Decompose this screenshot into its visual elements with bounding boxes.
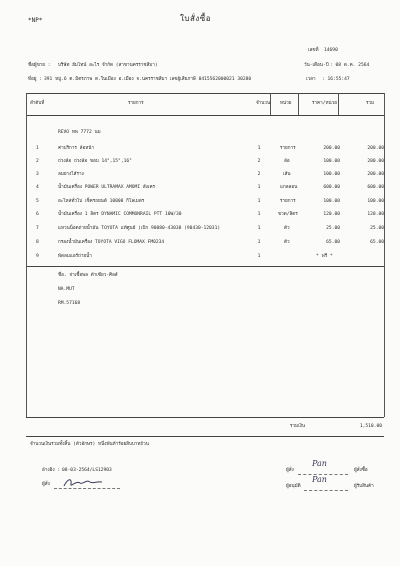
table-items-rule (26, 266, 384, 267)
row-desc: ค่าบริการ ล้อหน้า (58, 146, 94, 151)
row-qty: 1 (257, 226, 261, 231)
row-unit: ขวด/ลิตร (278, 212, 298, 217)
table-top-rule (26, 93, 384, 94)
doc-no: 14690 (324, 48, 338, 53)
approver-label-left: ผู้สั่ง (286, 468, 294, 473)
supplier-name: บริษัท ยัมไทน์ อะไร จำกัด (สาขานครราชสีมา) (58, 63, 158, 68)
row-total: 120.00 (367, 212, 384, 217)
row-unit: ล้อ (284, 159, 290, 164)
amount-in-words: จำนวนเงินรวมทั้งสิ้น (ตัวอักษร) หนึ่งพันห้าร้อยสิบบาทถ้วน (30, 442, 149, 447)
row-price: 100.00 (323, 172, 340, 177)
row-qty: 1 (257, 212, 261, 217)
date-value: : 08 ต.ค. 2564 (330, 63, 370, 68)
row-price: 25.00 (326, 226, 340, 231)
table-left-border (26, 93, 27, 417)
row-qty: 1 (257, 185, 261, 190)
row-no: 2 (36, 159, 39, 164)
row-desc: พัดลมแอร์ถ่ายน้ำ (58, 254, 92, 259)
row-total: 200.00 (367, 146, 384, 151)
row-qty: 1 (257, 146, 261, 151)
row-qty: 1 (257, 240, 261, 245)
reference-value: 08-03-2564/LS12903 (62, 468, 112, 473)
row-total: 200.00 (367, 159, 384, 164)
table-right-border (384, 93, 385, 417)
row-no: 5 (36, 199, 39, 204)
row-no: 8 (36, 240, 39, 245)
total-rule (26, 436, 384, 437)
row-desc: น้ำมันเครื่อง POWER ULTRAMAX AMOMI สังเคร (58, 185, 156, 190)
row-desc: อะไหล่ทั่วไป เช็ครถยนต์ 10000 กิโลเมตร (58, 199, 145, 204)
row-price: 120.00 (323, 212, 340, 217)
row-price: 200.00 (323, 146, 340, 151)
supplier-label: ชื่อผู้ขาย : (28, 63, 51, 68)
row-qty: 2 (257, 172, 261, 177)
col-header-qty: จำนวน (256, 101, 271, 106)
reference-label: อ้างอิง : (42, 468, 61, 473)
row-price: 65.00 (326, 240, 340, 245)
col-header-unit: หน่วย (280, 101, 292, 106)
row-unit: เส้น (283, 172, 291, 177)
row-qty: 1 (257, 199, 261, 204)
row-desc: ถ่วงล้อ ถ่วงล้อ ขอบ 14",15",16" (58, 159, 132, 164)
note-line: ชื่อ. จ่าเชื้อพล ต้าเซียว-ศิลส์ (58, 273, 118, 278)
address-text: 391 หมู่.6 ต.มิตรภาพ ต.ในเมือง อ.เมือง จ.นครราชสีมา เลขผู้เสียภาษี 0415562000021 30280 (44, 77, 252, 82)
time-value: : 16:55:47 (322, 77, 350, 82)
orderer-sign-label: ผู้สั่งซื้อ (354, 468, 368, 473)
order-by-label: ผู้สั่ง (42, 482, 50, 487)
date-label: วัน-เดือน-ปี (304, 63, 329, 68)
row-no: 4 (36, 185, 39, 190)
row-total: 25.00 (370, 226, 384, 231)
col-sep-price (338, 93, 339, 115)
row-price: 600.00 (323, 185, 340, 190)
row-desc: ลมยางไส้ราง (58, 172, 84, 177)
table-bottom-rule (26, 417, 384, 418)
total-value: 1,510.00 (359, 424, 382, 429)
row-total: 600.00 (367, 185, 384, 190)
col-header-price: ราคา/หน่วย (312, 101, 337, 106)
row-no: 1 (36, 146, 39, 151)
row-unit: รายการ (280, 146, 296, 151)
row-total: 65.00 (370, 240, 384, 245)
page-title: ใบสั่งซื้อ (180, 14, 212, 23)
vehicle-plate: REVO ทพ 7772 นม (58, 130, 101, 135)
row-total: * ฟรี * (316, 254, 333, 259)
doc-no-label: เลขที่ (308, 48, 319, 53)
row-price: 100.00 (323, 159, 340, 164)
row-price: 100.00 (323, 199, 340, 204)
total-label: รวมเงิน (290, 424, 306, 429)
row-qty: 1 (257, 254, 261, 259)
note-line: RM.57168 (58, 301, 81, 306)
time-label: เวลา (306, 77, 316, 82)
row-qty: 2 (257, 159, 261, 164)
row-desc: น้ำมันเครื่อง 1 ลิตร DYNAMIC COMMONRAIL PTT 10W/30 (58, 212, 182, 217)
row-no: 7 (36, 226, 39, 231)
approver-signature: Pan (312, 475, 327, 484)
col-sep-qty (270, 93, 271, 115)
row-no: 6 (36, 212, 39, 217)
row-desc: กรองน้ำมันเครื่อง TOYOTA VIGO FLOMAX FM0234 (58, 240, 165, 245)
row-no: 3 (36, 172, 39, 177)
address-label: ที่อยู่ : (28, 77, 43, 82)
approve-label: ผู้อนุมัติ (286, 484, 301, 489)
row-unit: รายการ (280, 199, 296, 204)
order-by-signature (62, 476, 108, 490)
row-unit: ตัว (284, 226, 290, 231)
row-unit: ตัว (284, 240, 290, 245)
col-sep-unit (298, 93, 299, 115)
orderer-signature: Pan (312, 459, 327, 468)
note-line: NA.MUT (58, 287, 75, 292)
col-header-seq: ลำดับที่ (30, 101, 45, 106)
col-header-item: รายการ (128, 101, 144, 106)
table-header-rule (26, 115, 384, 116)
doc-code: *NP* (28, 17, 43, 24)
row-total: 100.00 (367, 199, 384, 204)
row-no: 9 (36, 254, 39, 259)
row-total: 200.00 (367, 172, 384, 177)
receiver-label: ผู้รับสินค้า (354, 484, 374, 489)
row-unit: แกลลอน (280, 185, 298, 190)
row-desc: แหวนน็อตถ่ายน้ำมัน TOYOTA แท้ศูนย์ (เบิก 90080-43030 (90430-12031) (58, 226, 221, 231)
approve-sign-line (304, 490, 348, 491)
col-header-total: รวม (366, 101, 375, 106)
